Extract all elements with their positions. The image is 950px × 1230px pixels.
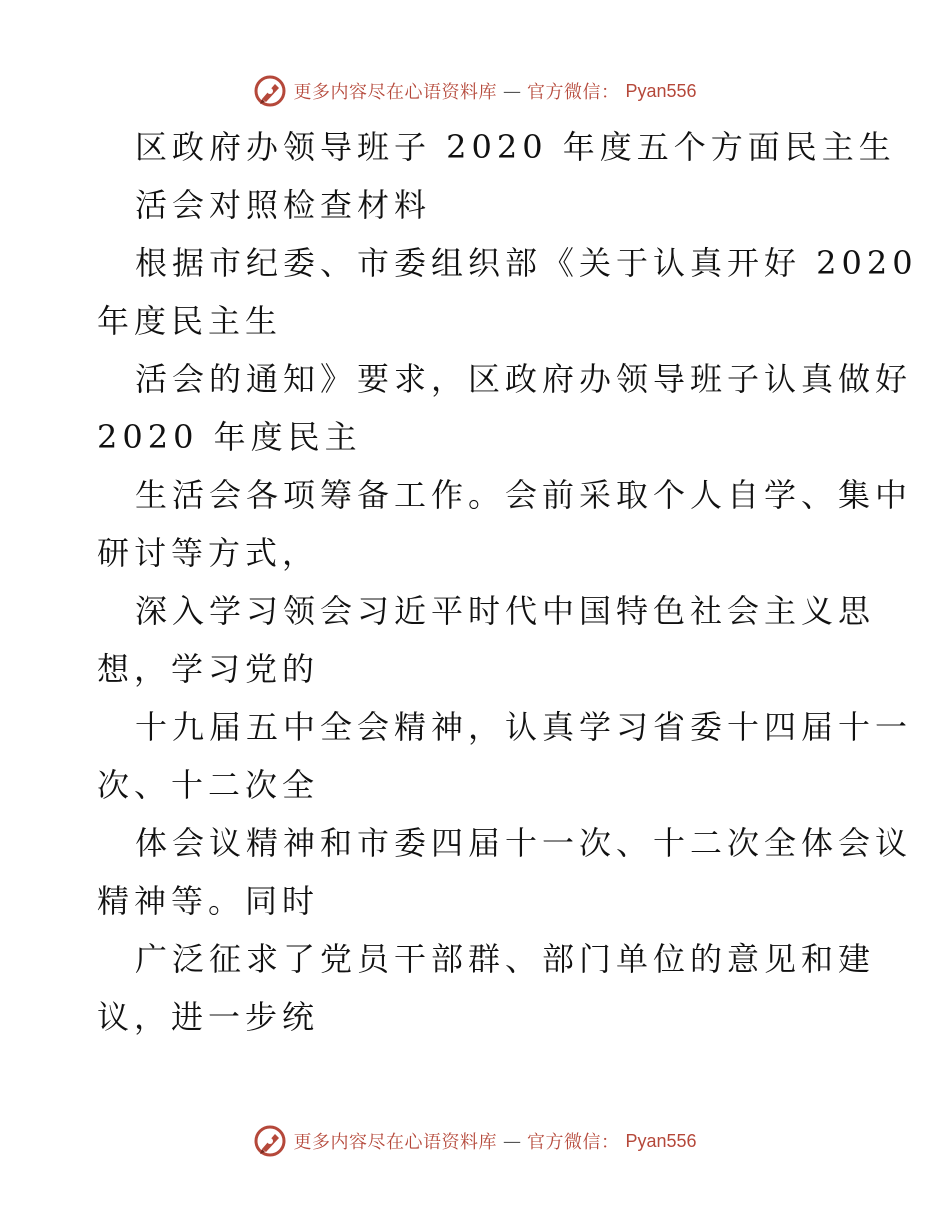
- paragraph-line: 2020 年度民主: [97, 418, 362, 456]
- document-title-line-2: 活会对照检查材料: [135, 186, 432, 224]
- paragraph-line: 生活会各项筹备工作。会前采取个人自学、集中: [135, 476, 913, 514]
- paragraph-line: 议，进一步统: [97, 998, 320, 1036]
- paragraph-line: 想，学习党的: [97, 650, 320, 688]
- paragraph-line: 年度民主生: [97, 302, 283, 340]
- paragraph-line: 根据市纪委、市委组织部《关于认真开好 2020: [135, 244, 918, 282]
- header-watermark: [0, 74, 950, 108]
- watermark-label: 官方微信：: [526, 1132, 620, 1153]
- watermark-account: Pyan556: [625, 80, 697, 101]
- paragraph-line: 研讨等方式，: [97, 534, 320, 572]
- watermark-account: Pyan556: [625, 1130, 697, 1151]
- paragraph-line: 活会的通知》要求，区政府办领导班子认真做好: [135, 360, 913, 398]
- watermark-text: 更多内容尽在心语资料库: [293, 82, 497, 103]
- document-title-line-1: 区政府办领导班子 2020 年度五个方面民主生: [135, 128, 896, 166]
- paragraph-line: 深入学习领会习近平时代中国特色社会主义思: [135, 592, 876, 630]
- watermark-separator: —: [502, 1130, 521, 1152]
- paragraph-line: 体会议精神和市委四届十一次、十二次全体会议: [135, 824, 913, 862]
- paragraph-line: 次、十二次全: [97, 766, 320, 804]
- watermark-separator: —: [502, 80, 521, 102]
- paragraph-line: 广泛征求了党员干部群、部门单位的意见和建: [135, 940, 876, 978]
- footer-watermark: [0, 1124, 950, 1158]
- pen-circle-logo-icon: [253, 74, 287, 108]
- paragraph-line: 十九届五中全会精神，认真学习省委十四届十一: [135, 708, 913, 746]
- watermark-label: 官方微信：: [526, 82, 620, 103]
- paragraph-line: 精神等。同时: [97, 882, 320, 920]
- pen-circle-logo-icon: [253, 1124, 287, 1158]
- watermark-text: 更多内容尽在心语资料库: [293, 1132, 497, 1153]
